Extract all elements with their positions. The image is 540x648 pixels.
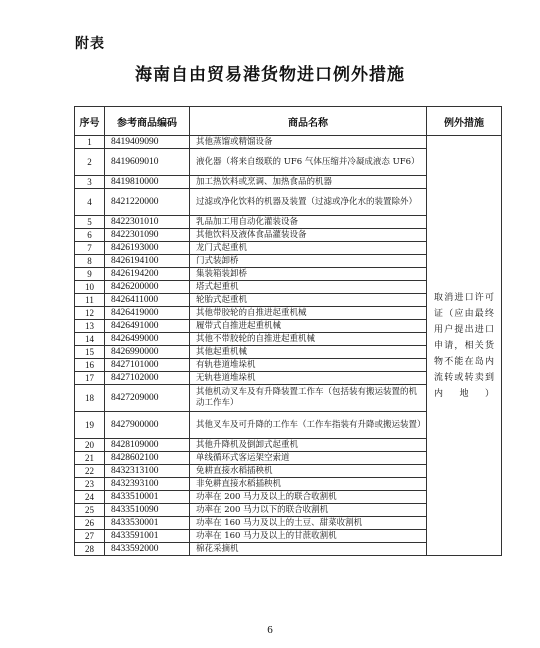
row-index: 19 [75, 412, 105, 439]
row-name: 集装箱装卸桥 [190, 268, 427, 281]
row-code: 8426491000 [105, 320, 190, 333]
row-index: 18 [75, 385, 105, 412]
header-code: 参考商品编码 [105, 107, 190, 136]
row-name: 其他机动叉车及有升降装置工作车（包括装有搬运装置的机动工作车） [190, 385, 427, 412]
table-body [75, 136, 502, 556]
exception-measure-cell: 取消进口许可证（应由最终用户提出进口申请，相关货物不能在岛内流转或转卖到内地） [427, 136, 502, 556]
row-index: 1 [75, 136, 105, 149]
row-code: 8426419000 [105, 307, 190, 320]
row-name: 轮胎式起重机 [190, 294, 427, 307]
row-code: 8427102000 [105, 372, 190, 385]
row-code: 8426194100 [105, 255, 190, 268]
row-code: 8419609010 [105, 149, 190, 176]
row-code: 8427900000 [105, 412, 190, 439]
row-name: 非免耕直接水稻插秧机 [190, 478, 427, 491]
row-index: 16 [75, 359, 105, 372]
row-index: 25 [75, 504, 105, 517]
row-index: 27 [75, 530, 105, 543]
row-code: 8433510090 [105, 504, 190, 517]
header-name: 商品名称 [190, 107, 427, 136]
row-name: 功率在 160 马力及以上的土豆、甜菜收割机 [190, 517, 427, 530]
row-index: 28 [75, 543, 105, 556]
row-name: 其他不带胶轮的自推进起重机械 [190, 333, 427, 346]
row-index: 2 [75, 149, 105, 176]
table-row [75, 136, 502, 149]
row-code: 8426200000 [105, 281, 190, 294]
row-code: 8422301010 [105, 216, 190, 229]
row-index: 14 [75, 333, 105, 346]
row-index: 26 [75, 517, 105, 530]
row-name: 功率在 160 马力及以上的甘蔗收割机 [190, 530, 427, 543]
document-title: 海南自由贸易港货物进口例外措施 [135, 65, 405, 85]
row-code: 8427101000 [105, 359, 190, 372]
row-name: 其他带胶轮的自推进起重机械 [190, 307, 427, 320]
header-measure: 例外措施 [427, 107, 502, 136]
row-name: 其他升降机及倒卸式起重机 [190, 439, 427, 452]
row-code: 8426411000 [105, 294, 190, 307]
row-code: 8433591001 [105, 530, 190, 543]
row-name: 无轨巷道堆垛机 [190, 372, 427, 385]
row-code: 8432393100 [105, 478, 190, 491]
row-index: 24 [75, 491, 105, 504]
row-index: 23 [75, 478, 105, 491]
exception-measures-table [74, 106, 502, 556]
row-code: 8419810000 [105, 176, 190, 189]
row-index: 7 [75, 242, 105, 255]
row-index: 15 [75, 346, 105, 359]
row-code: 8427209000 [105, 385, 190, 412]
row-index: 6 [75, 229, 105, 242]
row-code: 8428602100 [105, 452, 190, 465]
row-name: 门式装卸桥 [190, 255, 427, 268]
row-name: 有轨巷道堆垛机 [190, 359, 427, 372]
row-code: 8419409090 [105, 136, 190, 149]
row-index: 9 [75, 268, 105, 281]
row-name: 加工热饮料或烹调、加热食品的机器 [190, 176, 427, 189]
row-index: 4 [75, 189, 105, 216]
row-code: 8428109000 [105, 439, 190, 452]
row-name: 其他饮料及液体食品灌装设备 [190, 229, 427, 242]
row-index: 12 [75, 307, 105, 320]
row-code: 8421220000 [105, 189, 190, 216]
row-name: 单线循环式客运架空索道 [190, 452, 427, 465]
row-name: 过滤或净化饮料的机器及装置（过滤或净化水的装置除外） [190, 189, 427, 216]
appendix-label: 附表 [75, 36, 105, 52]
row-index: 5 [75, 216, 105, 229]
row-code: 8426990000 [105, 346, 190, 359]
row-code: 8422301090 [105, 229, 190, 242]
row-index: 20 [75, 439, 105, 452]
row-code: 8432313100 [105, 465, 190, 478]
row-code: 8433530001 [105, 517, 190, 530]
row-index: 11 [75, 294, 105, 307]
row-index: 17 [75, 372, 105, 385]
row-name: 其他起重机械 [190, 346, 427, 359]
row-code: 8426193000 [105, 242, 190, 255]
row-name: 功率在 200 马力以下的联合收割机 [190, 504, 427, 517]
row-name: 塔式起重机 [190, 281, 427, 294]
row-code: 8433592000 [105, 543, 190, 556]
row-name: 其他叉车及可升降的工作车（工作车指装有升降或搬运装置） [190, 412, 427, 439]
row-name: 免耕直接水稻插秧机 [190, 465, 427, 478]
row-index: 13 [75, 320, 105, 333]
table-header-row [75, 107, 502, 136]
row-name: 棉花采摘机 [190, 543, 427, 556]
row-name: 其他蒸馏或精馏设备 [190, 136, 427, 149]
row-code: 8433510001 [105, 491, 190, 504]
row-name: 乳品加工用自动化灌装设备 [190, 216, 427, 229]
page-number: 6 [267, 624, 273, 636]
row-index: 21 [75, 452, 105, 465]
row-code: 8426499000 [105, 333, 190, 346]
row-index: 8 [75, 255, 105, 268]
row-name: 液化器（将来自级联的 UF6 气体压缩并冷凝成液态 UF6） [190, 149, 427, 176]
header-index: 序号 [75, 107, 105, 136]
row-index: 10 [75, 281, 105, 294]
row-code: 8426194200 [105, 268, 190, 281]
row-name: 功率在 200 马力及以上的联合收割机 [190, 491, 427, 504]
row-name: 龙门式起重机 [190, 242, 427, 255]
row-name: 履带式自推进起重机械 [190, 320, 427, 333]
row-index: 3 [75, 176, 105, 189]
row-index: 22 [75, 465, 105, 478]
